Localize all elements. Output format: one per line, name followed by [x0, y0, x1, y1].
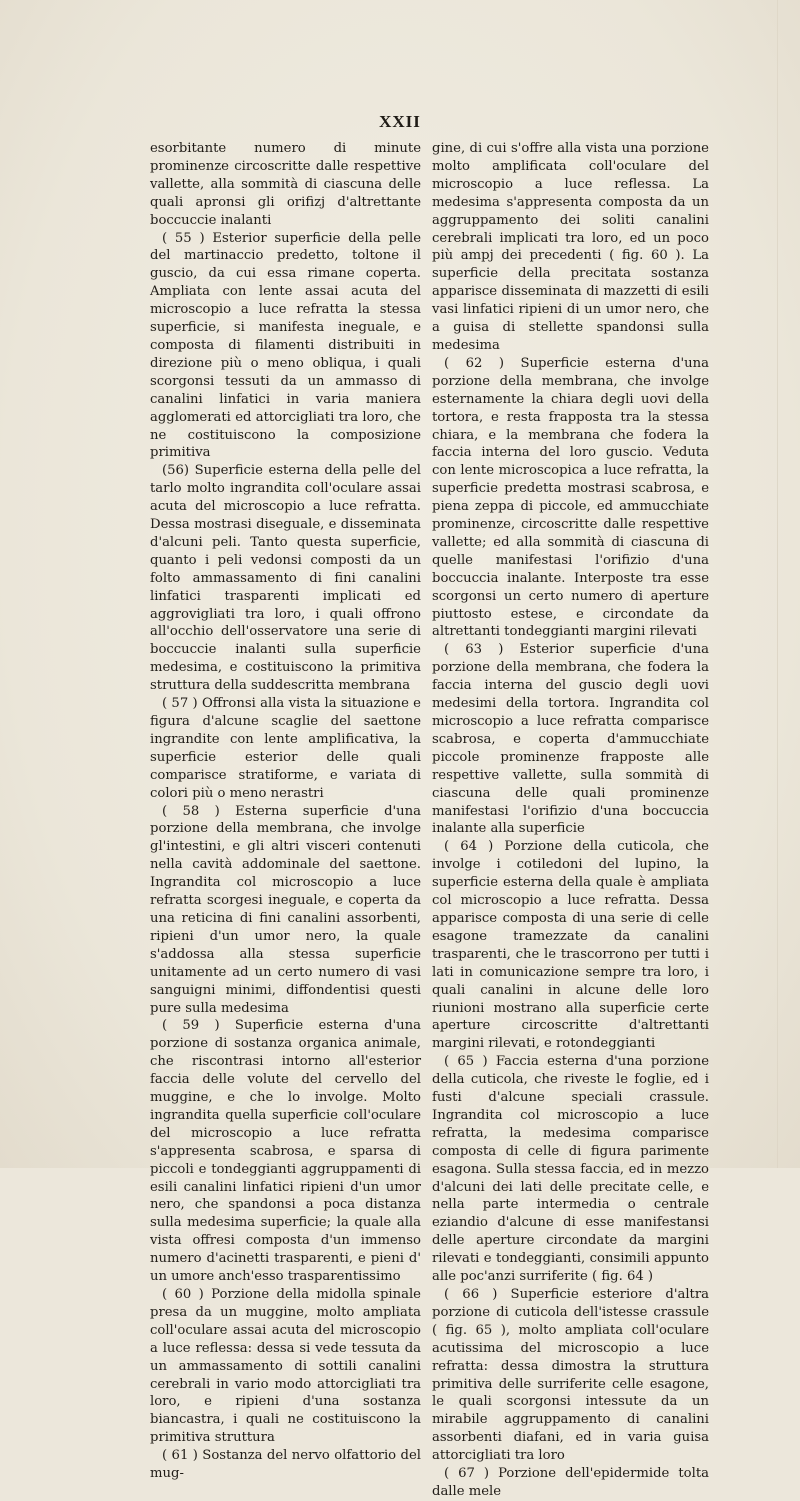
paragraph: ( 61 ) Sostanza del nervo olfattorio del mug- [150, 1448, 421, 1482]
paragraph: ( 55 ) Esterior superficie della pelle del martinaccio predetto, toltone il guscio, da cui essa rimane coperta. Ampliata con lente assai acuta del microscopio a luce refratta la stessa superficie, si manifesta ineguale, e composta di filamenti distribuiti in direzione più o meno obliqua, i quali scorgonsi tessuti da un ammasso di canalini linfatici in varia maniera agglomerati ed attorcigliati tra loro, che ne costituiscono la composizione primitiva [150, 230, 421, 461]
left-column [150, 140, 421, 1483]
page-edge-shadow [777, 0, 778, 1168]
paragraph: ( 64 ) Porzione della cuticola, che involge i cotiledoni del lupino, la superficie esterna della quale è ampliata col microscopio a luce refratta. Dessa apparisce composta di una serie di celle esagone tramezzate da canalini trasparenti, che le trascorrono per tutti i lati in comunicazione sempre tra loro, i quali canalini in alcune delle loro riunioni mostrano alla superficie certe aperture circoscritte d'altrettanti margini rilevati, e rotondeggianti [432, 839, 709, 1052]
page-number: XXII [379, 112, 421, 131]
paragraph: esorbitante numero di minute prominenze circoscritte dalle respettive vallette, alla sommità di ciascuna delle quali apronsi gli orifizj d'altrettante boccuccie inalanti [150, 141, 421, 228]
paragraph: ( 63 ) Esterior superficie d'una porzione della membrana, che fodera la faccia interna del guscio degli uovi medesimi della tortora. Ingrandita col microscopio a luce refratta comparisce scabrosa, e coperta d'ammucchiate piccole prominenze frapposte alle respettive vallette, sulla sommità di ciascuna delle quali prominenze manifestasi l'orifizio d'una boccuccia inalante alla superficie [432, 642, 709, 837]
paragraph: ( 62 ) Superficie esterna d'una porzione della membrana, che involge esternamente la chiara degli uovi della tortora, e resta frapposta tra la stessa chiara, e la membrana che fodera la faccia interna del loro guscio. Veduta con lente microscopica a luce refratta, la superficie predetta mostrasi scabrosa, e piena zeppa di piccole, ed ammucchiate prominenze, circoscritte dalle respettive vallette; ed alla sommità di ciascuna di quelle manifestasi l'orifizio d'una boccuccia inalante. Interposte tra esse scorgonsi un certo numero di aperture piuttosto estese, e circondate da altrettanti tondeggianti margini rilevati [432, 355, 709, 640]
paragraph: ( 65 ) Faccia esterna d'una porzione della cuticola, che riveste le foglie, ed i fusti d'alcune speciali crassule. Ingrandita col microscopio a luce refratta, la medesima comparisce composta di celle di figura parimente esagona. Sulla stessa faccia, ed in mezzo d'alcuni dei lati delle precitate celle, e nella parte intermedia o centrale eziandio d'alcune di esse manifestansi delle aperture circondate da margini rilevati e tondeggianti, consimili appunto alle poc'anzi surriferite ( fig. 64 ) [432, 1054, 709, 1285]
right-column [432, 140, 709, 1501]
paragraph: gine, di cui s'offre alla vista una porzione molto amplificata coll'oculare del microscopio a luce reflessa. La medesima s'appresenta composta da un aggruppamento dei soliti canalini cerebrali implicati tra loro, ed un poco più ampj dei precedenti ( fig. 60 ). La superficie della precitata sostanza apparisce disseminata di mazzetti di esili vasi linfatici ripieni di un umor nero, che a guisa di stellette spandonsi sulla medesima [432, 141, 709, 353]
paragraph: ( 66 ) Superficie esteriore d'altra porzione di cuticola dell'istesse crassule ( fig. 65 ), molto ampliata coll'oculare acutissima del microscopio a luce refratta: dessa dimostra la struttura primitiva delle surriferite celle esagone, le quali scorgonsi intessute da un mirabile aggruppamento di canalini assorbenti diafani, ed in varia guisa attorcigliati tra loro [432, 1287, 709, 1464]
paragraph: ( 60 ) Porzione della midolla spinale presa da un muggine, molto ampliata coll'oculare assai acuta del microscopio a luce reflessa: dessa si vede tessuta da un ammassamento di sottili canalini cerebrali in vario modo attorcigliati tra loro, e ripieni d'una sostanza biancastra, i quali ne costituiscono la primitiva struttura [150, 1287, 421, 1446]
paragraph: ( 58 ) Esterna superficie d'una porzione della membrana, che involge gl'intestini, e gli altri visceri contenuti nella cavità addominale del saettone. Ingrandita col microscopio a luce refratta scorgesi ineguale, e coperta da una reticina di fini canalini assorbenti, ripieni d'un umor nero, la quale s'addossa alla stessa superficie unitamente ad un certo numero di vasi sanguigni minimi, diffondentisi questi pure sulla medesima [150, 803, 421, 1016]
paragraph: (56) Superficie esterna della pelle del tarlo molto ingrandita coll'oculare assai acuta del microscopio a luce refratta. Dessa mostrasi diseguale, e disseminata d'alcuni peli. Tanto questa superficie, quanto i peli vedonsi composti da un folto ammassamento di fini canalini linfatici trasparenti implicati ed aggrovigliati tra loro, i quali offrono all'occhio dell'osservatore una serie di boccuccie inalanti sulla superficie medesima, e costituiscono la primitiva struttura della suddescritta membrana [150, 463, 421, 694]
paragraph: ( 59 ) Superficie esterna d'una porzione di sostanza organica animale, che riscontrasi intorno all'esterior faccia delle volute del cervello del muggine, e che lo involge. Molto ingrandita quella superficie coll'oculare del microscopio a luce refratta s'appresenta scabrosa, e sparsa di piccoli e tondeggianti aggruppamenti di esili canalini linfatici ripieni d'un umor nero, che spandonsi a poca distanza sulla medesima superficie; la quale alla vista offresi composta d'un immenso numero d'acinetti trasparenti, e pieni d' un umore anch'esso trasparentissimo [150, 1018, 421, 1285]
paragraph: ( 67 ) Porzione dell'epidermide tolta dalle mele [432, 1466, 709, 1499]
paragraph: ( 57 ) Offronsi alla vista la situazione e figura d'alcune scaglie del saettone ingrandite con lente amplificativa, la superficie esterior delle quali comparisce stratiforme, e variata di colori più o meno nerastri [150, 696, 421, 801]
